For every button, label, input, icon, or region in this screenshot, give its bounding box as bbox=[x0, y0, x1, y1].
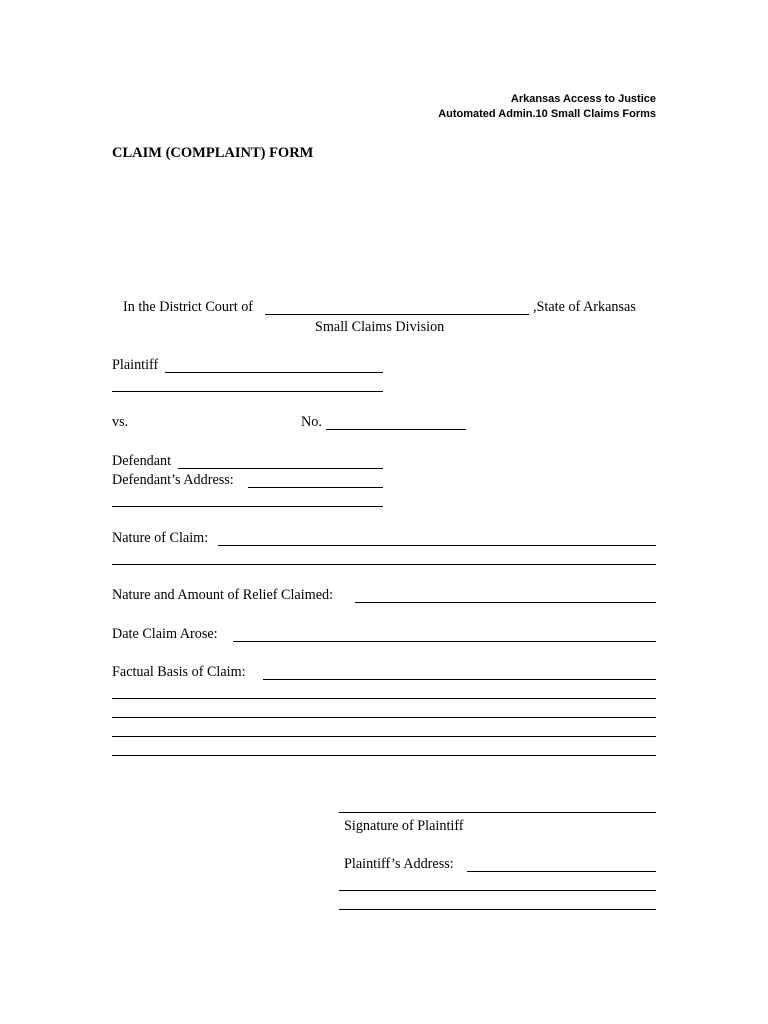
factual-basis-field-line-4[interactable] bbox=[112, 722, 656, 737]
defendant-address-field[interactable] bbox=[248, 473, 383, 488]
plaintiff-name-field[interactable] bbox=[165, 358, 383, 373]
header-form-series: Automated Admin.10 Small Claims Forms bbox=[438, 108, 656, 120]
form-title: CLAIM (COMPLAINT) FORM bbox=[112, 145, 314, 161]
case-number-field[interactable] bbox=[326, 415, 466, 430]
plaintiff-address-field[interactable] bbox=[467, 857, 656, 872]
factual-basis-field[interactable] bbox=[263, 665, 656, 680]
date-claim-arose-label: Date Claim Arose: bbox=[112, 626, 218, 642]
header-organization: Arkansas Access to Justice bbox=[510, 93, 656, 105]
court-name-field[interactable] bbox=[265, 300, 529, 315]
nature-of-claim-field[interactable] bbox=[218, 531, 656, 546]
case-number-label: No. bbox=[301, 414, 322, 430]
plaintiff-label: Plaintiff bbox=[112, 357, 159, 373]
factual-basis-field-line-3[interactable] bbox=[112, 703, 656, 718]
state-label: ,State of Arkansas bbox=[533, 299, 636, 315]
defendant-label: Defendant bbox=[112, 453, 172, 469]
court-label: In the District Court of bbox=[123, 299, 254, 315]
factual-basis-field-line-5[interactable] bbox=[112, 741, 656, 756]
relief-claimed-label: Nature and Amount of Relief Claimed: bbox=[112, 587, 334, 603]
relief-claimed-field[interactable] bbox=[355, 588, 656, 603]
defendant-address-field-line-2[interactable] bbox=[112, 492, 383, 507]
plaintiff-address-label: Plaintiff’s Address: bbox=[344, 856, 454, 872]
nature-of-claim-field-line-2[interactable] bbox=[112, 550, 656, 565]
division-label: Small Claims Division bbox=[315, 319, 445, 335]
plaintiff-signature-field[interactable] bbox=[339, 798, 656, 813]
defendant-address-label: Defendant’s Address: bbox=[112, 472, 234, 488]
factual-basis-field-line-2[interactable] bbox=[112, 684, 656, 699]
factual-basis-label: Factual Basis of Claim: bbox=[112, 664, 246, 680]
plaintiff-address-field-line-2[interactable] bbox=[339, 876, 656, 891]
vs-label: vs. bbox=[112, 414, 129, 430]
plaintiff-name-field-line-2[interactable] bbox=[112, 377, 383, 392]
nature-of-claim-label: Nature of Claim: bbox=[112, 530, 209, 546]
defendant-name-field[interactable] bbox=[178, 454, 383, 469]
signature-label: Signature of Plaintiff bbox=[344, 818, 464, 834]
plaintiff-address-field-line-3[interactable] bbox=[339, 895, 656, 910]
date-claim-arose-field[interactable] bbox=[233, 627, 656, 642]
